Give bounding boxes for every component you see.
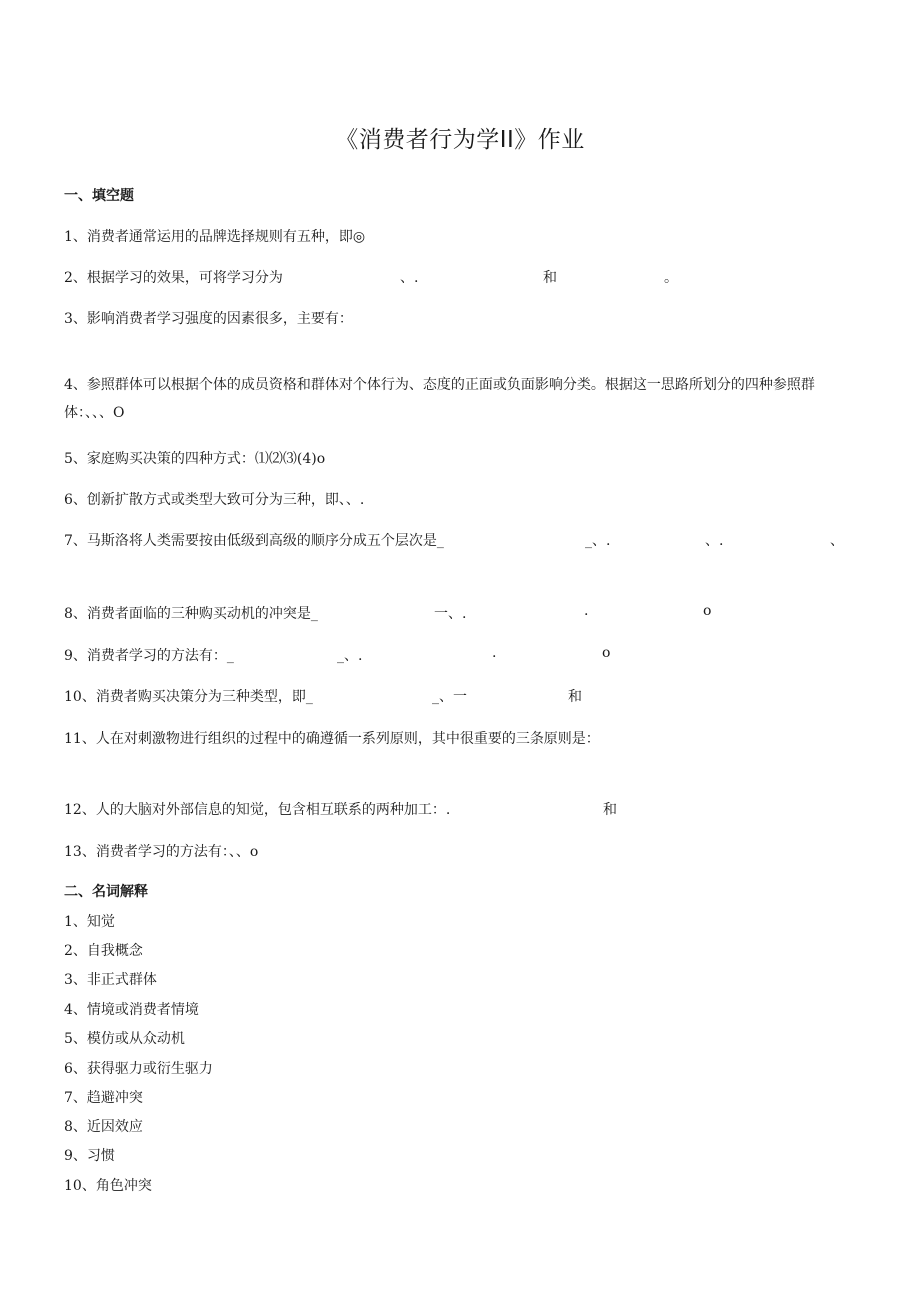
question-8-blank-sep-2: .	[584, 603, 589, 619]
question-2-blank-sep-1: 、.	[400, 270, 419, 286]
term-item: 5、模仿或从众动机	[64, 1031, 185, 1047]
question-2: 2、根据学习的效果，可将学习分为	[64, 270, 283, 286]
question-12: 12、人的大脑对外部信息的知觉，包含相互联系的两种加工：.	[64, 802, 451, 818]
term-item: 8、近因效应	[64, 1119, 143, 1135]
question-1: 1、消费者通常运用的品牌选择规则有五种，即◎	[64, 229, 366, 245]
question-8-blank-sep-1: 一、.	[434, 606, 467, 622]
section-heading-fill-in-blank: 一、填空题	[64, 188, 134, 204]
term-item: 9、习惯	[64, 1148, 115, 1164]
question-2-blank-sep-3: 。	[664, 270, 678, 286]
term-item: 2、自我概念	[64, 943, 143, 959]
question-9-blank-sep-3: o	[602, 645, 611, 661]
term-item: 3、非正式群体	[64, 972, 157, 988]
question-9-blank-sep-2: .	[492, 645, 497, 661]
term-item: 7、趋避冲突	[64, 1090, 143, 1106]
question-8: 8、消费者面临的三种购买动机的冲突是_	[64, 606, 318, 622]
document-title: 《消费者行为学II》作业	[335, 127, 585, 153]
question-5: 5、家庭购买决策的四种方式：⑴⑵⑶(4)o	[64, 451, 326, 467]
question-7-blank-sep-1: _、.	[585, 533, 611, 549]
term-item: 10、角色冲突	[64, 1178, 152, 1194]
question-10: 10、消费者购买决策分为三种类型，即_	[64, 689, 313, 705]
question-12-blank-sep-1: 和	[603, 802, 617, 818]
term-item: 4、情境或消费者情境	[64, 1002, 199, 1018]
question-6: 6、创新扩散方式或类型大致可分为三种，即、、.	[64, 492, 365, 508]
question-9-blank-sep-1: _、.	[337, 648, 363, 664]
question-8-blank-sep-3: o	[703, 603, 712, 619]
question-7-blank-sep-2: 、.	[705, 533, 724, 549]
question-10-blank-sep-2: 和	[568, 689, 582, 705]
question-2-blank-sep-2: 和	[543, 270, 557, 286]
section-heading-term-definitions: 二、名词解释	[64, 884, 148, 900]
term-item: 1、知觉	[64, 914, 115, 930]
question-7-blank-sep-3: 、	[830, 533, 844, 549]
question-7: 7、马斯洛将人类需要按由低级到高级的顺序分成五个层次是_	[64, 533, 444, 549]
question-10-blank-sep-1: _、一	[432, 689, 467, 705]
question-9: 9、消费者学习的方法有：_	[64, 648, 234, 664]
term-item: 6、获得驱力或衍生驱力	[64, 1061, 213, 1077]
question-13: 13、消费者学习的方法有：、、o	[64, 844, 259, 860]
question-4: 4、参照群体可以根据个体的成员资格和群体对个体行为、态度的正面或负面影响分类。根据这一思路所划分的四种参照群体：、、、O	[64, 377, 815, 421]
question-11: 11、人在对刺激物进行组织的过程中的确遵循一系列原则，其中很重要的三条原则是：	[64, 731, 600, 747]
question-3: 3、影响消费者学习强度的因素很多，主要有：	[64, 311, 353, 327]
